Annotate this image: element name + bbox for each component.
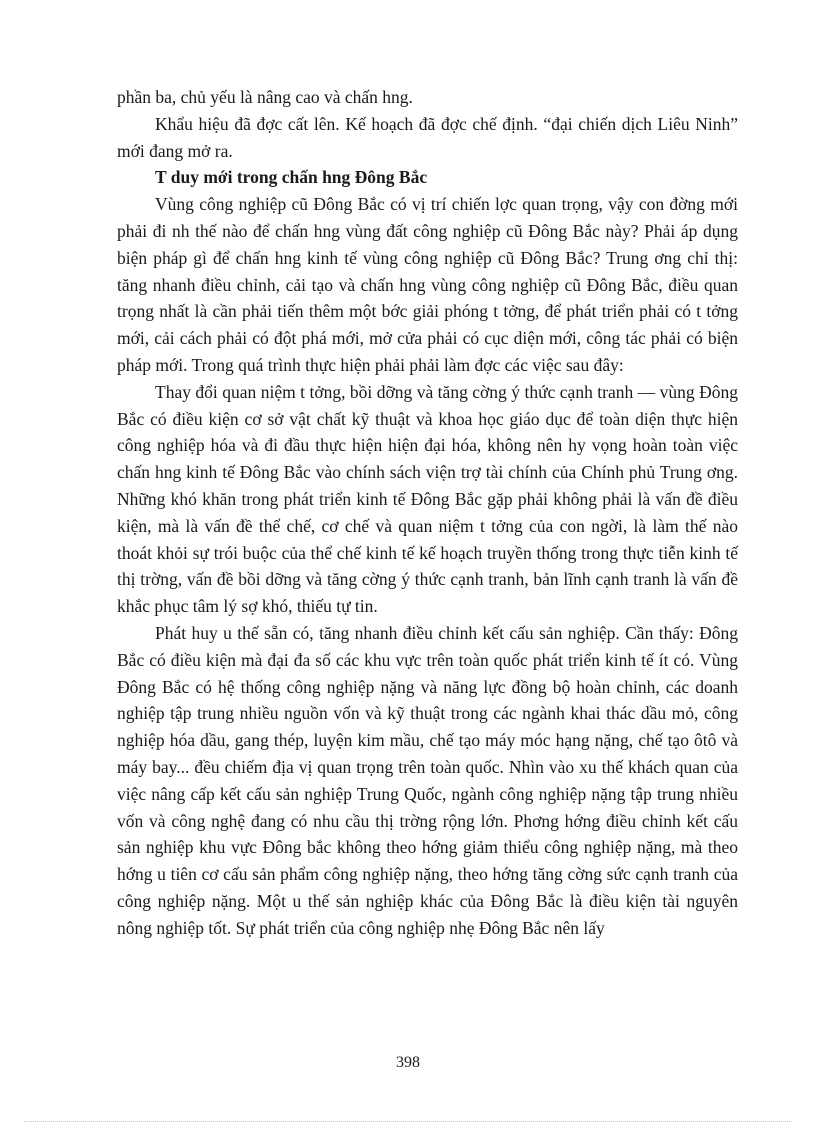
page-number: 398 xyxy=(396,1054,420,1071)
body-paragraph: phần ba, chủ yếu là nâng cao và chấn hng. xyxy=(117,87,413,107)
body-text xyxy=(117,84,738,942)
body-paragraph: Khẩu hiệu đã đợc cất lên. Kế hoạch đã đợc chế định. “đại chiến dịch Liêu Ninh” mới đang mở ra. xyxy=(117,113,738,161)
bottom-divider xyxy=(24,1121,792,1122)
section-heading: T duy mới trong chấn hng Đông Bắc xyxy=(155,167,428,188)
body-paragraph: Phát huy u thế sẵn có, tăng nhanh điều chỉnh kết cấu sản nghiệp. Cần thấy: Đông Bắc có điều kiện mà đại đa số các khu vực trên toàn quốc phát triển kinh tế ít có. Vùng Đông Bắc có hệ thống công nghiệp nặng và năng lực đồng bộ hoàn chỉnh, các doanh nghiệp tập trung nhiều nguồn vốn và kỹ thuật trong các ngành khai thác dầu mỏ, công nghiệp hóa dầu, gang thép, luyện kim mầu, chế tạo máy móc hạng nặng, chế tạo ôtô và máy bay... đều chiếm địa vị quan trọng trên toàn quốc. Nhìn vào xu thế khách quan của việc nâng cấp kết cấu sản nghiệp Trung Quốc, ngành công nghiệp nặng tập trung nhiều vốn và công nghệ đang có nhu cầu thị trờng rộng lớn. Phơng hớng điều chỉnh kết cấu sản nghiệp khu vực Đông bắc không theo hớng giảm thiểu công nghiệp nặng, mà theo hớng u tiên cơ cấu sản phẩm công nghiệp nặng, theo hớng tăng cờng sức cạnh tranh của công nghiệp nặng. Một u thế sản nghiệp khác của Đông Bắc là điều kiện tài nguyên nông nghiệp tốt. Sự phát triển của công nghiệp nhẹ Đông Bắc nên lấy xyxy=(117,622,738,938)
body-paragraph: Vùng công nghiệp cũ Đông Bắc có vị trí chiến lợc quan trọng, vậy con đờng mới phải đi nh thế nào để chấn hng vùng đất công nghiệp cũ Đông Bắc này? Phải áp dụng biện pháp gì để chấn hng kinh tế vùng công nghiệp cũ Đông Bắc? Trung ơng chỉ thị: tăng nhanh điều chỉnh, cải tạo và chấn hng vùng công nghiệp cũ Đông Bắc, điều quan trọng nhất là cần phải tiến thêm một bớc giải phóng t tởng, để phát triển phải có t tởng mới, cải cách phải có đột phá mới, mở cửa phải có cục diện mới, công tác phải có biện pháp mới. Trong quá trình thực hiện phải phải làm đợc các việc sau đây: xyxy=(117,194,738,375)
body-paragraph: Thay đổi quan niệm t tởng, bồi dỡng và tăng cờng ý thức cạnh tranh — vùng Đông Bắc có điều kiện cơ sở vật chất kỹ thuật và khoa học giáo dục để toàn diện thực hiện công nghiệp hóa và đi đầu thực hiện hiện đại hóa, không nên hy vọng hoàn toàn việc chấn hng kinh tế Đông Bắc vào chính sách viện trợ tài chính của Chính phủ Trung ơng. Những khó khăn trong phát triển kinh tế Đông Bắc gặp phải không phải là vấn đề điều kiện, mà là vấn đề thể chế, cơ chế và quan niệm t tởng của con ngời, là làm thế nào thoát khỏi sự trói buộc của thể chế kinh tế kế hoạch truyền thống trong thực tiễn kinh tế thị trờng, vấn đề bồi dỡng và tăng cờng ý thức cạnh tranh, bản lĩnh cạnh tranh là vấn đề khắc phục tâm lý sợ khó, thiếu tự tin. xyxy=(117,381,738,617)
